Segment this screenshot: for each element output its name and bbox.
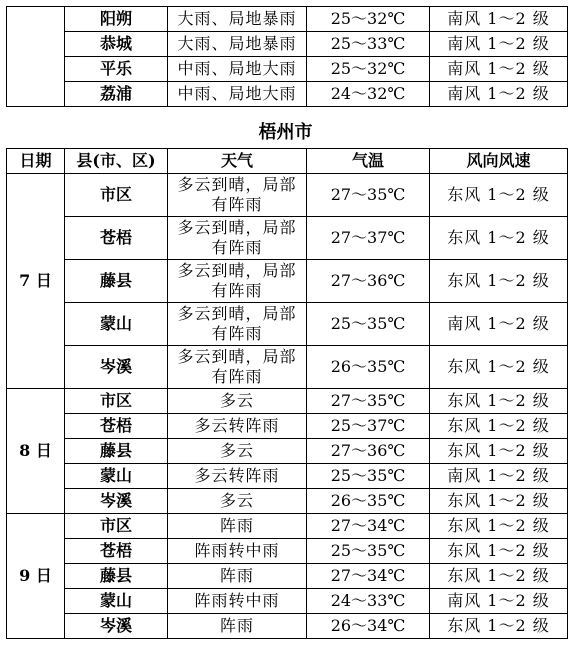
weather-cell: 中雨、局地大雨 [168, 82, 307, 107]
wind-cell: 南风 1～2 级 [430, 464, 568, 489]
county-cell: 藤县 [65, 439, 168, 464]
table-row [7, 439, 568, 464]
temperature-cell: 25～35℃ [307, 539, 430, 564]
wind-cell: 东风 1～2 级 [430, 260, 568, 303]
date-cell [7, 7, 65, 107]
weather-cell: 大雨、局地暴雨 [168, 7, 307, 32]
weather-line: 多云到晴，局部 [177, 261, 297, 280]
weather-line: 多云到晴，局部 [177, 175, 297, 194]
temperature-cell: 26～35℃ [307, 346, 430, 389]
header-county: 县(市、区) [65, 149, 168, 174]
wind-cell: 东风 1～2 级 [430, 439, 568, 464]
temperature-cell: 25～37℃ [307, 414, 430, 439]
weather-line: 有阵雨 [211, 195, 263, 214]
wind-cell: 东风 1～2 级 [430, 414, 568, 439]
weather-cell: 多云 [168, 489, 307, 514]
county-cell: 蒙山 [65, 589, 168, 614]
temperature-cell: 25～35℃ [307, 303, 430, 346]
weather-line: 有阵雨 [211, 281, 263, 300]
table-row [7, 514, 568, 539]
table-row [7, 217, 568, 260]
weather-cell: 阵雨 [168, 514, 307, 539]
temperature-cell: 26～35℃ [307, 489, 430, 514]
county-cell: 蒙山 [65, 464, 168, 489]
wind-cell: 东风 1～2 级 [430, 539, 568, 564]
table-row [7, 614, 568, 639]
table-row [7, 57, 568, 82]
weather-cell [168, 174, 307, 217]
temperature-cell: 27～35℃ [307, 174, 430, 217]
wind-cell: 东风 1～2 级 [430, 174, 568, 217]
county-cell: 藤县 [65, 564, 168, 589]
county-cell: 恭城 [65, 32, 168, 57]
table-row [7, 564, 568, 589]
table-row [7, 464, 568, 489]
weather-cell [168, 260, 307, 303]
city-title: 梧州市 [258, 122, 313, 143]
weather-cell: 多云转阵雨 [168, 464, 307, 489]
temperature-cell: 27～34℃ [307, 564, 430, 589]
wind-cell: 南风 1～2 级 [430, 82, 568, 107]
table-row [7, 82, 568, 107]
date-cell: 9 日 [7, 514, 65, 639]
temperature-cell: 27～36℃ [307, 439, 430, 464]
table-row [7, 539, 568, 564]
weather-line: 多云到晴，局部 [177, 304, 297, 323]
temperature-cell: 25～32℃ [307, 7, 430, 32]
weather-cell: 阵雨 [168, 564, 307, 589]
weather-cell: 阵雨 [168, 614, 307, 639]
county-cell: 岑溪 [65, 346, 168, 389]
weather-cell [168, 346, 307, 389]
temperature-cell: 27～36℃ [307, 260, 430, 303]
county-cell: 平乐 [65, 57, 168, 82]
table-row [7, 7, 568, 32]
weather-cell: 多云 [168, 439, 307, 464]
weather-line: 多云到晴，局部 [177, 347, 297, 366]
wind-cell: 南风 1～2 级 [430, 32, 568, 57]
temperature-cell: 25～35℃ [307, 464, 430, 489]
table-row [7, 32, 568, 57]
temperature-cell: 25～33℃ [307, 32, 430, 57]
weather-line: 有阵雨 [211, 367, 263, 386]
wind-cell: 南风 1～2 级 [430, 57, 568, 82]
temperature-cell: 26～34℃ [307, 614, 430, 639]
weather-cell: 大雨、局地暴雨 [168, 32, 307, 57]
temperature-cell: 27～37℃ [307, 217, 430, 260]
weather-cell: 多云转阵雨 [168, 414, 307, 439]
weather-cell: 多云 [168, 389, 307, 414]
table-row [7, 489, 568, 514]
temperature-cell: 24～33℃ [307, 589, 430, 614]
wind-cell: 南风 1～2 级 [430, 589, 568, 614]
weather-line: 有阵雨 [211, 238, 263, 257]
table-row [7, 389, 568, 414]
forecast-table [6, 148, 568, 639]
wind-cell: 东风 1～2 级 [430, 489, 568, 514]
temperature-cell: 24～32℃ [307, 82, 430, 107]
wind-cell: 东风 1～2 级 [430, 346, 568, 389]
county-cell: 苍梧 [65, 414, 168, 439]
county-cell: 藤县 [65, 260, 168, 303]
weather-cell: 阵雨转中雨 [168, 589, 307, 614]
wind-cell: 南风 1～2 级 [430, 7, 568, 32]
weather-line: 多云到晴，局部 [177, 218, 297, 237]
wind-cell: 东风 1～2 级 [430, 514, 568, 539]
county-cell: 荔浦 [65, 82, 168, 107]
temperature-cell: 27～35℃ [307, 389, 430, 414]
table-row [7, 260, 568, 303]
county-cell: 阳朔 [65, 7, 168, 32]
table-row [7, 346, 568, 389]
date-cell: 7 日 [7, 174, 65, 389]
county-cell: 市区 [65, 514, 168, 539]
county-cell: 苍梧 [65, 539, 168, 564]
weather-cell: 阵雨转中雨 [168, 539, 307, 564]
header-date: 日期 [7, 149, 65, 174]
county-cell: 岑溪 [65, 489, 168, 514]
table-row [7, 174, 568, 217]
county-cell: 蒙山 [65, 303, 168, 346]
table-row [7, 589, 568, 614]
temperature-cell: 27～34℃ [307, 514, 430, 539]
weather-cell [168, 217, 307, 260]
wind-cell: 东风 1～2 级 [430, 614, 568, 639]
table-header-row [7, 149, 568, 174]
wind-cell: 南风 1～2 级 [430, 303, 568, 346]
county-cell: 岑溪 [65, 614, 168, 639]
date-cell: 8 日 [7, 389, 65, 514]
wind-cell: 东风 1～2 级 [430, 217, 568, 260]
weather-cell [168, 303, 307, 346]
header-temperature: 气温 [307, 149, 430, 174]
weather-cell: 中雨、局地大雨 [168, 57, 307, 82]
weather-line: 有阵雨 [211, 324, 263, 343]
table-row [7, 414, 568, 439]
table-row [7, 303, 568, 346]
county-cell: 市区 [65, 389, 168, 414]
header-weather: 天气 [168, 149, 307, 174]
wind-cell: 东风 1～2 级 [430, 389, 568, 414]
header-wind: 风向风速 [430, 149, 568, 174]
county-cell: 苍梧 [65, 217, 168, 260]
temperature-cell: 25～32℃ [307, 57, 430, 82]
wind-cell: 东风 1～2 级 [430, 564, 568, 589]
county-cell: 市区 [65, 174, 168, 217]
forecast-table-continued [6, 6, 568, 107]
